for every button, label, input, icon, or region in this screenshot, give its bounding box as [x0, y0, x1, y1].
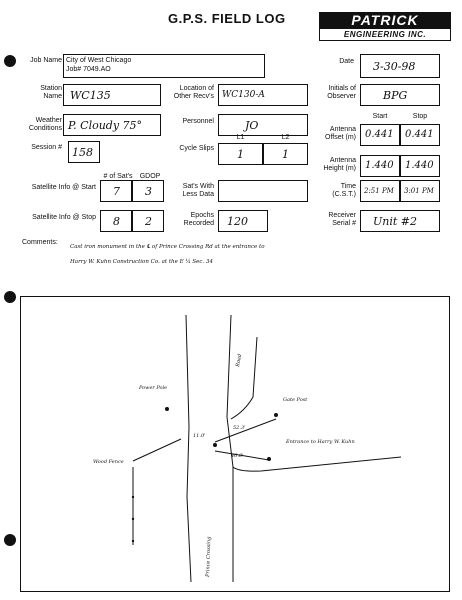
sat-info-stop-label: Satellite Info @ Stop [32, 214, 96, 221]
time-start-value: 2:51 PM [364, 187, 394, 195]
antenna-offset-start-field[interactable] [360, 124, 400, 146]
sats-start-value: 7 [113, 185, 120, 198]
sats-less-data-field[interactable] [218, 180, 308, 202]
sketch-dimension-2: 52.3' [233, 425, 246, 431]
location-other-receivers-label: Location of Other Recv's [173, 85, 214, 100]
antenna-height-label: Antenna Height (m) [323, 157, 356, 172]
job-name-line1: City of West Chicago [66, 57, 132, 64]
cycle-slips-l1-field[interactable] [218, 143, 263, 165]
power-pole-point [165, 407, 169, 411]
road-curve [233, 457, 401, 471]
weather-field[interactable] [63, 114, 161, 136]
page-title: G.P.S. FIELD LOG [168, 11, 286, 26]
wood-fence-line [133, 439, 181, 461]
prince-crossing-west-edge [186, 315, 191, 582]
gate-post-point [274, 413, 278, 417]
date-value: 3-30-98 [373, 60, 416, 73]
session-value: 158 [72, 146, 93, 159]
epochs-recorded-label: Epochs Recorded [183, 212, 214, 227]
l2-column-header: L2 [281, 134, 290, 141]
sketch-label-prince-crossing: Prince Crossing [205, 536, 213, 578]
date-field[interactable] [360, 54, 440, 78]
sats-stop-field[interactable] [100, 210, 132, 232]
antenna-offset-start-value: 0.441 [365, 129, 394, 140]
gdop-stop-field[interactable] [132, 210, 164, 232]
sketch-label-gate-post: Gate Post [283, 397, 308, 403]
l1-column-header: L1 [236, 134, 245, 141]
antenna-offset-label: Antenna Offset (m) [325, 126, 356, 141]
job-name-field[interactable] [63, 54, 265, 78]
epochs-recorded-value: 120 [227, 215, 248, 228]
fence-post-3 [132, 540, 134, 542]
logo-bottom-text: ENGINEERING INC. [319, 28, 451, 41]
time-label: Time (C.S.T.) [332, 183, 356, 198]
station-name-value: WC135 [70, 89, 111, 102]
antenna-height-start-value: 1.440 [365, 160, 394, 171]
weather-value: P. Cloudy 75° [68, 119, 143, 132]
gdop-column-header: GDOP [139, 173, 161, 180]
field-sketch-drawing [21, 297, 449, 591]
initials-observer-label: Initials of Observer [327, 85, 356, 100]
station-name-label: Station Name [40, 85, 62, 100]
monument-point [213, 443, 217, 447]
antenna-height-stop-value: 1.440 [405, 160, 434, 171]
prince-crossing-east-edge [227, 315, 233, 582]
personnel-value: JO [245, 119, 259, 132]
start-column-header: Start [372, 113, 388, 120]
sat-info-start-label: Satellite Info @ Start [31, 184, 96, 191]
cycle-slips-l2-field[interactable] [263, 143, 308, 165]
binder-hole-bottom [4, 534, 16, 546]
fence-post-1 [132, 496, 134, 498]
receiver-serial-field[interactable] [360, 210, 440, 232]
road-north-edge [231, 337, 257, 419]
comments-line-2: Harry W. Kuhn Construction Co. at the E ¼ Sec. 34 [70, 259, 214, 265]
location-other-receivers-value: WC130-A [222, 90, 265, 100]
initials-observer-value: BPG [383, 89, 408, 102]
cycle-slips-label: Cycle Slips [179, 145, 214, 152]
logo-top-text: PATRICK [319, 12, 451, 28]
time-start-field[interactable] [360, 180, 400, 202]
sketch-dimension-3: 46.8' [231, 453, 244, 459]
epochs-recorded-field[interactable] [218, 210, 268, 232]
date-label: Date [339, 58, 354, 65]
company-logo [319, 12, 451, 42]
sats-less-data-label: Sat's With Less Data [182, 183, 214, 198]
weather-label: Weather Conditions [28, 117, 62, 132]
personnel-field[interactable] [218, 114, 308, 136]
sketch-dimension-1: 11.0' [193, 433, 206, 439]
sats-stop-value: 8 [113, 215, 120, 228]
receiver-serial-label: Receiver Serial # [328, 212, 356, 227]
time-stop-value: 3:01 PM [404, 187, 434, 195]
station-name-field[interactable] [63, 84, 161, 106]
location-other-receivers-field[interactable] [218, 84, 308, 106]
binder-hole-middle [4, 291, 16, 303]
job-name-label: Job Name [30, 57, 62, 64]
num-sats-column-header: # of Sat's [103, 173, 133, 180]
receiver-serial-value: Unit #2 [373, 215, 418, 228]
gdop-stop-value: 2 [145, 215, 152, 228]
sketch-label-road: Road [235, 353, 244, 368]
initials-observer-field[interactable] [360, 84, 440, 106]
sketch-label-power-pole: Power Pole [139, 385, 168, 391]
fence-end-point [267, 457, 271, 461]
antenna-height-start-field[interactable] [360, 155, 400, 177]
sketch-label-entrance: Entrance to Harry W. Kuhn [286, 439, 355, 445]
binder-hole-top [4, 55, 16, 67]
personnel-label: Personnel [182, 118, 214, 125]
antenna-height-stop-field[interactable] [400, 155, 440, 177]
sats-start-field[interactable] [100, 180, 132, 202]
antenna-offset-stop-field[interactable] [400, 124, 440, 146]
time-stop-field[interactable] [400, 180, 440, 202]
job-name-line2: Job# 7049.AO [66, 66, 111, 73]
session-label: Session # [31, 144, 62, 151]
comments-label: Comments: [22, 239, 58, 246]
sketch-label-wood-fence: Wood Fence [93, 459, 124, 465]
cycle-slips-l1-value: 1 [237, 148, 244, 161]
session-field[interactable] [68, 141, 100, 163]
comments-line-1: Cast iron monument in the ℄ of Prince Crossing Rd at the entrance to [70, 244, 265, 250]
field-sketch-area [20, 296, 450, 592]
gdop-start-value: 3 [145, 185, 152, 198]
stop-column-header: Stop [412, 113, 428, 120]
cycle-slips-l2-value: 1 [282, 148, 289, 161]
antenna-offset-stop-value: 0.441 [405, 129, 434, 140]
gdop-start-field[interactable] [132, 180, 164, 202]
fence-post-2 [132, 518, 134, 520]
